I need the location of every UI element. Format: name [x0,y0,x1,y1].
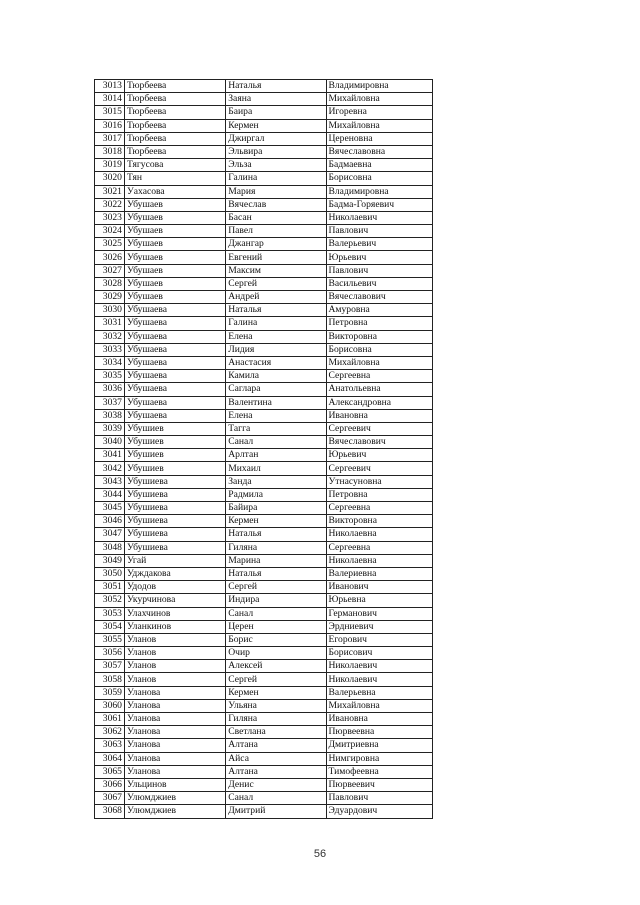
table-row [95,686,433,699]
cell-number: 3028 [95,277,125,290]
cell-first-name: Санал [226,607,326,620]
cell-patronymic: Дмитриевна [326,739,433,752]
cell-first-name: Светлана [226,726,326,739]
cell-number: 3039 [95,422,125,435]
table-row [95,211,433,224]
roster-body [95,80,433,819]
cell-first-name: Галина [226,317,326,330]
cell-patronymic: Михайловна [326,93,433,106]
cell-first-name: Заяна [226,93,326,106]
cell-patronymic: Игоревна [326,106,433,119]
table-row [95,132,433,145]
cell-last-name: Убушаев [124,291,225,304]
cell-patronymic: Михайловна [326,699,433,712]
cell-number: 3066 [95,778,125,791]
cell-first-name: Елена [226,330,326,343]
table-row [95,765,433,778]
cell-number: 3032 [95,330,125,343]
cell-patronymic: Ивановна [326,713,433,726]
table-row [95,251,433,264]
cell-patronymic: Александровна [326,396,433,409]
cell-number: 3042 [95,462,125,475]
cell-number: 3026 [95,251,125,264]
cell-number: 3060 [95,699,125,712]
cell-last-name: Убушаева [124,370,225,383]
cell-patronymic: Михайловна [326,119,433,132]
cell-first-name: Байира [226,502,326,515]
cell-first-name: Индира [226,594,326,607]
cell-patronymic: Николаевна [326,554,433,567]
cell-number: 3046 [95,515,125,528]
cell-patronymic: Анатольевна [326,383,433,396]
cell-last-name: Уланова [124,739,225,752]
table-row [95,330,433,343]
table-row [95,713,433,726]
cell-number: 3040 [95,436,125,449]
table-row [95,581,433,594]
table-row [95,647,433,660]
cell-last-name: Улюмджиев [124,792,225,805]
cell-first-name: Максим [226,264,326,277]
cell-patronymic: Валериевна [326,567,433,580]
cell-number: 3027 [95,264,125,277]
cell-number: 3048 [95,541,125,554]
cell-patronymic: Петровна [326,317,433,330]
cell-last-name: Убушаева [124,317,225,330]
cell-number: 3056 [95,647,125,660]
table-row [95,198,433,211]
table-row [95,541,433,554]
cell-number: 3061 [95,713,125,726]
cell-patronymic: Бадма-Горяевич [326,198,433,211]
table-row [95,475,433,488]
cell-patronymic: Владимировна [326,80,433,93]
cell-first-name: Павел [226,225,326,238]
table-row [95,317,433,330]
cell-patronymic: Борисович [326,647,433,660]
cell-last-name: Убушиева [124,475,225,488]
cell-number: 3037 [95,396,125,409]
cell-last-name: Убушаев [124,264,225,277]
cell-number: 3062 [95,726,125,739]
cell-number: 3015 [95,106,125,119]
table-row [95,238,433,251]
table-row [95,277,433,290]
cell-number: 3053 [95,607,125,620]
table-row [95,383,433,396]
cell-patronymic: Михайловна [326,356,433,369]
cell-last-name: Убушиева [124,515,225,528]
cell-number: 3044 [95,488,125,501]
table-row [95,145,433,158]
cell-number: 3059 [95,686,125,699]
cell-last-name: Убушиев [124,422,225,435]
cell-patronymic: Петровна [326,488,433,501]
cell-patronymic: Валерьевна [326,686,433,699]
cell-first-name: Наталья [226,567,326,580]
cell-patronymic: Германович [326,607,433,620]
cell-first-name: Ульяна [226,699,326,712]
cell-patronymic: Николаевич [326,660,433,673]
cell-patronymic: Ивановна [326,409,433,422]
cell-first-name: Евгений [226,251,326,264]
cell-first-name: Кермен [226,515,326,528]
cell-number: 3050 [95,567,125,580]
cell-last-name: Убушаева [124,383,225,396]
cell-patronymic: Эрдниевич [326,620,433,633]
cell-patronymic: Валерьевич [326,238,433,251]
cell-first-name: Елена [226,409,326,422]
cell-last-name: Уланов [124,673,225,686]
cell-number: 3014 [95,93,125,106]
page-number: 56 [313,848,327,860]
cell-last-name: Уланова [124,726,225,739]
cell-first-name: Анастасия [226,356,326,369]
cell-last-name: Уланов [124,660,225,673]
cell-number: 3036 [95,383,125,396]
cell-last-name: Убушаев [124,277,225,290]
cell-first-name: Наталья [226,80,326,93]
cell-patronymic: Павлович [326,792,433,805]
cell-number: 3067 [95,792,125,805]
cell-first-name: Алтана [226,765,326,778]
cell-first-name: Алексей [226,660,326,673]
cell-first-name: Сергей [226,581,326,594]
cell-last-name: Убушиев [124,436,225,449]
cell-number: 3023 [95,211,125,224]
table-row [95,778,433,791]
cell-patronymic: Николаевич [326,673,433,686]
cell-number: 3022 [95,198,125,211]
cell-last-name: Убушиев [124,449,225,462]
cell-number: 3052 [95,594,125,607]
cell-last-name: Тюрбеева [124,119,225,132]
cell-patronymic: Викторовна [326,330,433,343]
cell-number: 3068 [95,805,125,818]
table-row [95,304,433,317]
cell-first-name: Михаил [226,462,326,475]
cell-last-name: Уланова [124,713,225,726]
cell-first-name: Эльза [226,159,326,172]
cell-first-name: Камила [226,370,326,383]
cell-last-name: Тюрбеева [124,106,225,119]
cell-number: 3043 [95,475,125,488]
cell-last-name: Уланова [124,699,225,712]
table-row [95,660,433,673]
cell-number: 3063 [95,739,125,752]
cell-patronymic: Юрьевич [326,251,433,264]
cell-first-name: Галина [226,172,326,185]
cell-patronymic: Вячеславович [326,291,433,304]
cell-number: 3019 [95,159,125,172]
cell-last-name: Удждакова [124,567,225,580]
cell-first-name: Занда [226,475,326,488]
cell-first-name: Айса [226,752,326,765]
table-row [95,726,433,739]
cell-patronymic: Викторовна [326,515,433,528]
table-row [95,436,433,449]
cell-last-name: Укурчинова [124,594,225,607]
cell-first-name: Гиляна [226,541,326,554]
cell-patronymic: Вячеславович [326,436,433,449]
table-row [95,264,433,277]
cell-last-name: Тюрбеева [124,145,225,158]
cell-last-name: Убушаев [124,198,225,211]
cell-last-name: Убушаева [124,343,225,356]
cell-first-name: Баира [226,106,326,119]
cell-first-name: Алтана [226,739,326,752]
cell-patronymic: Владимировна [326,185,433,198]
table-row [95,554,433,567]
cell-number: 3020 [95,172,125,185]
table-row [95,225,433,238]
cell-last-name: Убушаева [124,304,225,317]
cell-last-name: Тюрбеева [124,132,225,145]
cell-first-name: Тагга [226,422,326,435]
table-row [95,119,433,132]
cell-patronymic: Цереновна [326,132,433,145]
cell-number: 3021 [95,185,125,198]
table-row [95,567,433,580]
table-row [95,185,433,198]
cell-last-name: Тян [124,172,225,185]
cell-last-name: Уахасова [124,185,225,198]
table-row [95,172,433,185]
cell-first-name: Кермен [226,119,326,132]
table-row [95,462,433,475]
cell-first-name: Валентина [226,396,326,409]
table-row [95,502,433,515]
table-row [95,396,433,409]
table-row [95,699,433,712]
table-row [95,356,433,369]
cell-last-name: Тягусова [124,159,225,172]
cell-last-name: Убушаева [124,409,225,422]
table-row [95,409,433,422]
cell-last-name: Убушаев [124,251,225,264]
cell-number: 3054 [95,620,125,633]
cell-first-name: Марина [226,554,326,567]
cell-first-name: Эльвира [226,145,326,158]
cell-last-name: Улахчинов [124,607,225,620]
cell-last-name: Уланова [124,686,225,699]
cell-number: 3047 [95,528,125,541]
table-row [95,805,433,818]
cell-patronymic: Сергеевич [326,462,433,475]
cell-patronymic: Тимофеевна [326,765,433,778]
cell-number: 3058 [95,673,125,686]
cell-patronymic: Сергеевна [326,541,433,554]
cell-number: 3064 [95,752,125,765]
cell-number: 3051 [95,581,125,594]
table-row [95,370,433,383]
cell-last-name: Убушаева [124,396,225,409]
cell-patronymic: Васильевич [326,277,433,290]
cell-first-name: Саглара [226,383,326,396]
cell-first-name: Дмитрий [226,805,326,818]
cell-patronymic: Эдуардович [326,805,433,818]
cell-patronymic: Николаевна [326,528,433,541]
table-row [95,159,433,172]
cell-patronymic: Юрьевич [326,449,433,462]
cell-first-name: Наталья [226,528,326,541]
table-row [95,607,433,620]
cell-last-name: Убушиева [124,541,225,554]
cell-number: 3029 [95,291,125,304]
cell-number: 3035 [95,370,125,383]
roster-sheet [94,79,433,819]
cell-first-name: Мария [226,185,326,198]
cell-first-name: Джиргал [226,132,326,145]
cell-last-name: Уланова [124,752,225,765]
table-row [95,488,433,501]
table-row [95,291,433,304]
table-row [95,633,433,646]
cell-number: 3065 [95,765,125,778]
cell-first-name: Лидия [226,343,326,356]
cell-number: 3049 [95,554,125,567]
cell-patronymic: Пюрвеевич [326,778,433,791]
cell-first-name: Арлтан [226,449,326,462]
cell-first-name: Басан [226,211,326,224]
cell-first-name: Сергей [226,277,326,290]
table-row [95,620,433,633]
cell-first-name: Санал [226,792,326,805]
cell-last-name: Убушаев [124,211,225,224]
cell-patronymic: Павлович [326,225,433,238]
cell-patronymic: Сергеевна [326,502,433,515]
cell-last-name: Уланов [124,647,225,660]
cell-patronymic: Юрьевна [326,594,433,607]
cell-last-name: Убушаева [124,330,225,343]
cell-last-name: Улюмджиев [124,805,225,818]
cell-last-name: Тюрбеева [124,80,225,93]
table-row [95,93,433,106]
cell-first-name: Сергей [226,673,326,686]
cell-patronymic: Борисовна [326,172,433,185]
cell-last-name: Убушиева [124,502,225,515]
cell-first-name: Вячеслав [226,198,326,211]
cell-number: 3041 [95,449,125,462]
cell-number: 3030 [95,304,125,317]
cell-last-name: Убушаев [124,238,225,251]
table-row [95,422,433,435]
cell-number: 3031 [95,317,125,330]
cell-last-name: Уланов [124,633,225,646]
table-row [95,673,433,686]
cell-number: 3018 [95,145,125,158]
table-row [95,449,433,462]
cell-patronymic: Вячеславовна [326,145,433,158]
cell-patronymic: Сергеевна [326,370,433,383]
cell-number: 3033 [95,343,125,356]
cell-last-name: Убушиева [124,488,225,501]
cell-last-name: Убушаева [124,356,225,369]
cell-patronymic: Егорович [326,633,433,646]
cell-number: 3057 [95,660,125,673]
cell-last-name: Уланова [124,765,225,778]
cell-patronymic: Николаевич [326,211,433,224]
cell-first-name: Радмила [226,488,326,501]
cell-first-name: Наталья [226,304,326,317]
cell-patronymic: Пюрвеевна [326,726,433,739]
cell-first-name: Андрей [226,291,326,304]
table-row [95,106,433,119]
cell-number: 3034 [95,356,125,369]
cell-number: 3045 [95,502,125,515]
table-row [95,343,433,356]
table-row [95,739,433,752]
cell-number: 3025 [95,238,125,251]
cell-patronymic: Борисовна [326,343,433,356]
cell-last-name: Убушиев [124,462,225,475]
cell-last-name: Ульцинов [124,778,225,791]
cell-last-name: Удодов [124,581,225,594]
cell-number: 3024 [95,225,125,238]
cell-last-name: Убушаев [124,225,225,238]
table-row [95,752,433,765]
cell-last-name: Тюрбеева [124,93,225,106]
cell-number: 3055 [95,633,125,646]
roster-table [94,79,433,819]
table-row [95,80,433,93]
table-row [95,515,433,528]
cell-patronymic: Утнасуновна [326,475,433,488]
cell-patronymic: Иванович [326,581,433,594]
table-row [95,594,433,607]
cell-first-name: Денис [226,778,326,791]
cell-patronymic: Павлович [326,264,433,277]
cell-first-name: Гиляна [226,713,326,726]
cell-first-name: Джангар [226,238,326,251]
cell-number: 3013 [95,80,125,93]
cell-patronymic: Нимгировна [326,752,433,765]
table-row [95,528,433,541]
cell-last-name: Угай [124,554,225,567]
cell-first-name: Санал [226,436,326,449]
cell-number: 3017 [95,132,125,145]
cell-number: 3038 [95,409,125,422]
cell-first-name: Церен [226,620,326,633]
cell-number: 3016 [95,119,125,132]
cell-first-name: Очир [226,647,326,660]
cell-patronymic: Амуровна [326,304,433,317]
cell-last-name: Уланкинов [124,620,225,633]
cell-first-name: Борис [226,633,326,646]
cell-last-name: Убушиева [124,528,225,541]
cell-patronymic: Бадмаевна [326,159,433,172]
table-row [95,792,433,805]
cell-patronymic: Сергеевич [326,422,433,435]
cell-first-name: Кермен [226,686,326,699]
